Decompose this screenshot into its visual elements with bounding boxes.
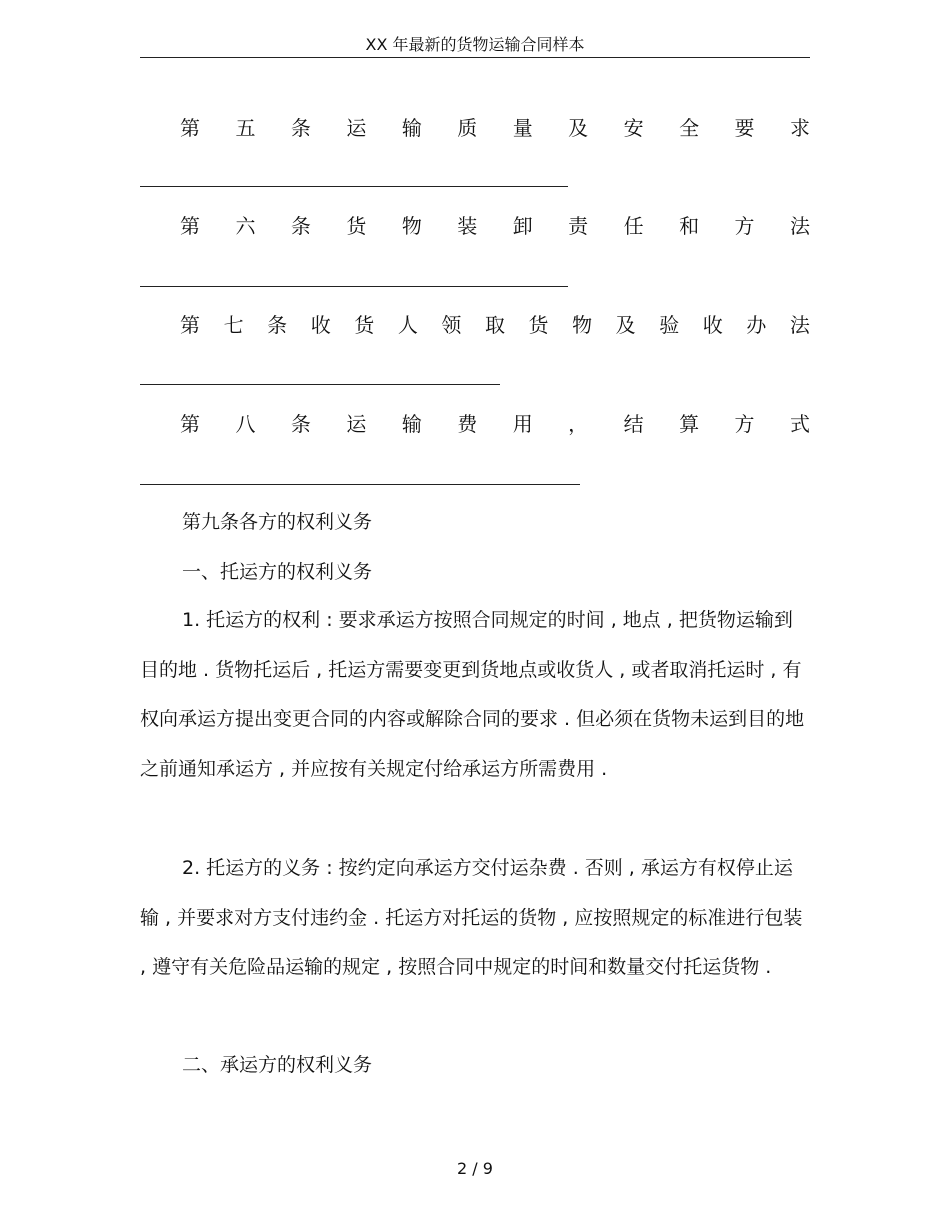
article-title-char: 求: [789, 116, 810, 140]
article-6-blank-line: [140, 286, 568, 287]
article-5-blank-line: [140, 186, 568, 187]
article-title-char: 要: [734, 116, 755, 140]
article-title-char: 全: [679, 116, 700, 140]
page-number: 2 / 9: [457, 1159, 493, 1178]
article-7-blank-line: [140, 384, 500, 385]
header-rule: [140, 57, 810, 58]
article-title-char: 物: [572, 313, 593, 337]
article-title-char: 收: [310, 313, 331, 337]
article-title-char: 输: [401, 412, 422, 436]
article-title-char: 货: [354, 313, 375, 337]
article-title-char: 任: [623, 214, 644, 238]
article-title-char: 结: [623, 412, 644, 436]
article-title-char: 式: [789, 412, 810, 436]
article-title-char: 条: [290, 412, 311, 436]
shipper-obligations-paragraph: 2. 托运方的义务 : 按约定向承运方交付运杂费 . 否则 , 承运方有权停止运输 , 并要求对方支付违约金 . 托运方对托运的货物 , 应按照规定的标准进行包装 , 遵守有关危险品运输的规定 , 按照合同中规定的时间和数量交付托运货物 .: [140, 857, 803, 978]
section-9-title: 第九条各方的权利义务: [182, 511, 373, 533]
article-title-char: 办: [746, 313, 767, 337]
shipper-rights-heading: 一、托运方的权利义务: [182, 561, 373, 583]
article-title-char: 第: [180, 116, 200, 140]
article-title-char: 方: [734, 412, 755, 436]
article-title-char: 条: [290, 214, 311, 238]
article-title-char: 验: [659, 313, 680, 337]
article-title-char: 六: [235, 214, 256, 238]
article-title-char: 第: [180, 214, 200, 238]
article-title-char: 方: [734, 214, 755, 238]
article-title-char: 第: [180, 412, 200, 436]
article-title-char: 装: [457, 214, 478, 238]
article-5-title: [180, 114, 810, 142]
article-title-char: 条: [267, 313, 288, 337]
article-title-char: 货: [528, 313, 549, 337]
article-title-char: 费: [457, 412, 478, 436]
shipper-rights-paragraph: 1. 托运方的权利 : 要求承运方按照合同规定的时间 , 地点 , 把货物运输到目的地 . 货物托运后 , 托运方需要变更到货地点或收货人 , 或者取消托运时 , 有权向承运方提出变更合同的内容或解除合同的要求 . 但必须在货物未运到目的地之前通知承运方 , 并应按有关规定付给承运方所需费用 .: [140, 609, 805, 780]
article-title-char: 物: [401, 214, 422, 238]
article-7-title: [180, 311, 810, 339]
article-title-char: 收: [702, 313, 723, 337]
article-title-char: ，: [568, 412, 589, 436]
article-title-char: 量: [512, 116, 533, 140]
article-title-char: 七: [223, 313, 244, 337]
article-title-char: 人: [397, 313, 418, 337]
page-header-title: XX 年最新的货物运输合同样本: [365, 35, 585, 54]
article-title-char: 运: [346, 116, 367, 140]
article-title-char: 领: [441, 313, 462, 337]
article-title-char: 运: [346, 412, 367, 436]
article-8-title: [180, 410, 810, 438]
article-title-char: 取: [484, 313, 505, 337]
article-title-char: 货: [346, 214, 367, 238]
carrier-rights-heading: 二、承运方的权利义务: [182, 1054, 373, 1076]
article-title-char: 及: [568, 116, 589, 140]
article-title-char: 卸: [512, 214, 533, 238]
article-title-char: 法: [789, 214, 810, 238]
article-6-title: [180, 212, 810, 240]
article-title-char: 八: [235, 412, 256, 436]
article-title-char: 安: [623, 116, 644, 140]
article-title-char: 责: [568, 214, 589, 238]
article-title-char: 和: [679, 214, 700, 238]
article-title-char: 质: [457, 116, 478, 140]
article-title-char: 算: [679, 412, 700, 436]
article-title-char: 五: [235, 116, 256, 140]
article-title-char: 第: [180, 313, 200, 337]
article-title-char: 用: [512, 412, 533, 436]
article-8-blank-line: [140, 484, 580, 485]
article-title-char: 条: [290, 116, 311, 140]
article-title-char: 法: [789, 313, 810, 337]
article-title-char: 及: [615, 313, 636, 337]
article-title-char: 输: [401, 116, 422, 140]
